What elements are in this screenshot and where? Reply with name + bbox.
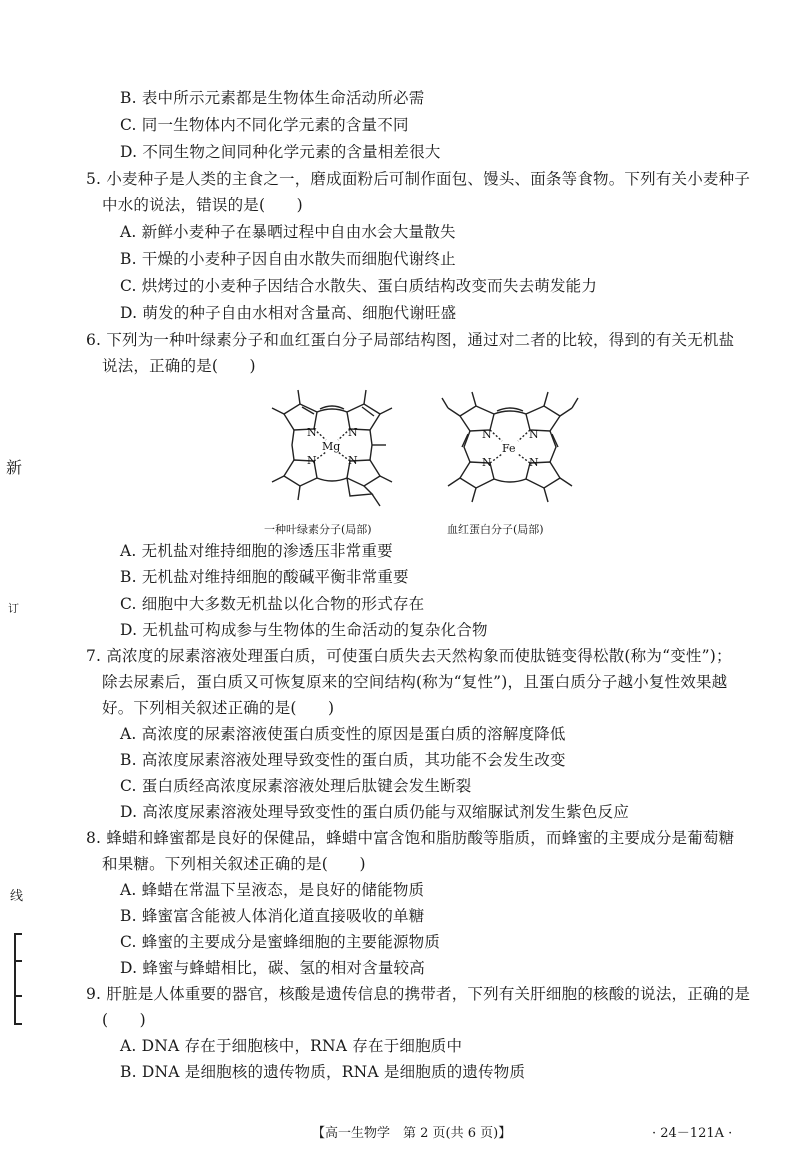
q5-stem-line2: 中水的说法，错误的是( )	[102, 196, 303, 214]
q6-option-c: C. 细胞中大多数无机盐以化合物的形式存在	[120, 595, 425, 613]
q8-option-a: A. 蜂蜡在常温下呈液态，是良好的储能物质	[120, 881, 425, 899]
q6-stem-line2: 说法，正确的是( )	[102, 357, 256, 375]
q7-option-b: B. 高浓度尿素溶液处理导致变性的蛋白质，其功能不会发生改变	[120, 751, 566, 769]
binding-line	[14, 995, 22, 997]
q4-option-c: C. 同一生物体内不同化学元素的含量不同	[120, 116, 409, 134]
q4-option-b: B. 表中所示元素都是生物体生命活动所必需	[120, 89, 425, 107]
n-label: N	[529, 428, 539, 441]
q6-option-a: A. 无机盐对维持细胞的渗透压非常重要	[120, 542, 393, 560]
fe-center-label: Fe	[502, 442, 516, 455]
q5-option-a: A. 新鲜小麦种子在暴晒过程中自由水会大量散失	[120, 223, 456, 241]
hemoglobin-caption: 血红蛋白分子(局部)	[447, 523, 544, 536]
q8-option-d: D. 蜂蜜与蜂蜡相比，碳、氢的相对含量较高	[120, 959, 425, 977]
q8-option-c: C. 蜂蜜的主要成分是蜜蜂细胞的主要能源物质	[120, 933, 441, 951]
q7-option-a: A. 高浓度的尿素溶液使蛋白质变性的原因是蛋白质的溶解度降低	[120, 725, 566, 743]
margin-char: 订	[8, 602, 19, 615]
n-label: N	[482, 456, 492, 469]
n-label: N	[307, 454, 317, 467]
binding-line	[14, 960, 22, 962]
mg-center-label: Mg	[322, 440, 341, 453]
q9-option-a: A. DNA 存在于细胞核中，RNA 存在于细胞质中	[120, 1037, 463, 1055]
n-label: N	[348, 454, 358, 467]
q7-stem-line3: 好。下列相关叙述正确的是( )	[102, 699, 335, 717]
binding-line	[14, 933, 22, 935]
q9-stem-line1: 9. 肝脏是人体重要的器官，核酸是遗传信息的携带者，下列有关肝细胞的核酸的说法，正确的是	[86, 985, 751, 1003]
q9-stem-line2: ( )	[102, 1011, 146, 1029]
q6-option-b: B. 无机盐对维持细胞的酸碱平衡非常重要	[120, 568, 409, 586]
chlorophyll-structure-diagram	[262, 384, 402, 514]
q8-stem-line2: 和果糖。下列相关叙述正确的是( )	[102, 855, 366, 873]
exam-code: · 24－121A ·	[652, 1126, 733, 1141]
binding-line	[14, 933, 16, 1025]
q6-option-d: D. 无机盐可构成参与生物体的生命活动的复杂化合物	[120, 621, 488, 639]
q8-stem-line1: 8. 蜂蜡和蜂蜜都是良好的保健品，蜂蜡中富含饱和脂肪酸等脂质，而蜂蜜的主要成分是葡萄糖	[86, 829, 735, 847]
n-label: N	[348, 426, 358, 439]
q7-stem-line2: 除去尿素后，蛋白质又可恢复原来的空间结构(称为“复性”)，且蛋白质分子越小复性效果越	[102, 673, 728, 691]
margin-char: 线	[10, 889, 24, 904]
q7-stem-line1: 7. 高浓度的尿素溶液处理蛋白质，可使蛋白质失去天然构象而使肽链变得松散(称为“变性”)；	[86, 647, 732, 665]
q9-option-b: B. DNA 是细胞核的遗传物质，RNA 是细胞质的遗传物质	[120, 1063, 526, 1081]
q5-stem-line1: 5. 小麦种子是人类的主食之一，磨成面粉后可制作面包、馒头、面条等食物。下列有关小麦种子	[86, 170, 751, 188]
q6-stem-line1: 6. 下列为一种叶绿素分子和血红蛋白分子局部结构图，通过对二者的比较，得到的有关无机盐	[86, 331, 735, 349]
margin-char: 新	[6, 458, 23, 477]
q5-option-b: B. 干燥的小麦种子因自由水散失而细胞代谢终止	[120, 250, 456, 268]
n-label: N	[529, 456, 539, 469]
n-label: N	[482, 428, 492, 441]
q7-option-d: D. 高浓度尿素溶液处理导致变性的蛋白质仍能与双缩脲试剂发生紫色反应	[120, 803, 630, 821]
q8-option-b: B. 蜂蜜富含能被人体消化道直接吸收的单糖	[120, 907, 425, 925]
page-footer: 【高一生物学 第 2 页(共 6 页)】	[312, 1126, 512, 1141]
q5-option-c: C. 烘烤过的小麦种子因结合水散失、蛋白质结构改变而失去萌发能力	[120, 277, 598, 295]
q4-option-d: D. 不同生物之间同种化学元素的含量相差很大	[120, 143, 441, 161]
binding-line	[14, 1023, 22, 1025]
chlorophyll-caption: 一种叶绿素分子(局部)	[264, 523, 372, 536]
hemoglobin-structure-diagram	[440, 386, 580, 514]
n-label: N	[307, 426, 317, 439]
q5-option-d: D. 萌发的种子自由水相对含量高、细胞代谢旺盛	[120, 304, 457, 322]
q7-option-c: C. 蛋白质经高浓度尿素溶液处理后肽键会发生断裂	[120, 777, 472, 795]
